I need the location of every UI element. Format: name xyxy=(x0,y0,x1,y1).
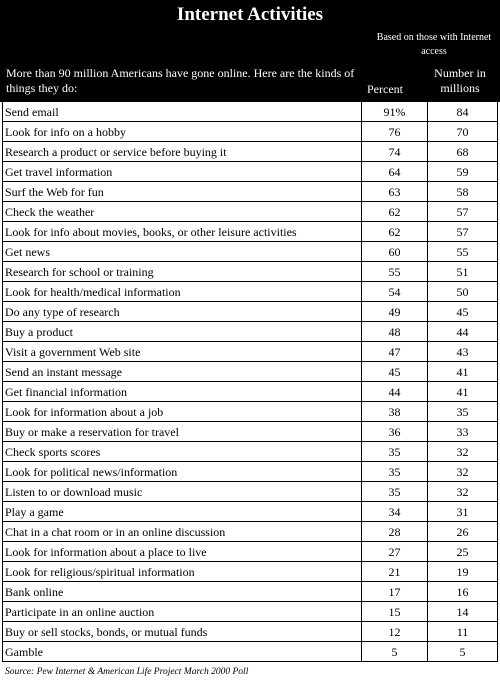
table-row xyxy=(3,262,498,282)
activity-cell: Look for health/medical information xyxy=(3,282,362,302)
percent-cell: 62 xyxy=(362,202,428,222)
percent-cell: 64 xyxy=(362,162,428,182)
percent-cell: 35 xyxy=(362,482,428,502)
table-row xyxy=(3,382,498,402)
table-row xyxy=(3,502,498,522)
activity-cell: Look for political news/information xyxy=(3,462,362,482)
percent-cell: 28 xyxy=(362,522,428,542)
percent-cell: 48 xyxy=(362,322,428,342)
activity-cell: Get news xyxy=(3,242,362,262)
percent-cell: 36 xyxy=(362,422,428,442)
number-cell: 16 xyxy=(428,582,498,602)
table-header xyxy=(0,0,500,102)
intro-text: More than 90 million Americans have gone online. Here are the kinds of things they do: xyxy=(6,66,355,95)
table-row xyxy=(3,542,498,562)
activity-cell: Visit a government Web site xyxy=(3,342,362,362)
number-cell: 33 xyxy=(428,422,498,442)
number-cell: 32 xyxy=(428,482,498,502)
page-title: Internet Activities xyxy=(176,4,324,25)
number-cell: 55 xyxy=(428,242,498,262)
percent-cell: 12 xyxy=(362,622,428,642)
table-row xyxy=(3,342,498,362)
number-cell: 31 xyxy=(428,502,498,522)
activity-cell: Research for school or training xyxy=(3,262,362,282)
percent-cell: 45 xyxy=(362,362,428,382)
table-row xyxy=(3,562,498,582)
table-row xyxy=(3,302,498,322)
activity-cell: Buy or make a reservation for travel xyxy=(3,422,362,442)
table-row xyxy=(3,602,498,622)
percent-cell: 62 xyxy=(362,222,428,242)
percent-cell: 55 xyxy=(362,262,428,282)
number-cell: 14 xyxy=(428,602,498,622)
number-cell: 26 xyxy=(428,522,498,542)
number-cell: 68 xyxy=(428,142,498,162)
percent-cell: 27 xyxy=(362,542,428,562)
table-row xyxy=(3,482,498,502)
activity-cell: Surf the Web for fun xyxy=(3,182,362,202)
number-cell: 43 xyxy=(428,342,498,362)
activity-cell: Look for information about a job xyxy=(3,402,362,422)
column-header-number: Number in millions xyxy=(434,66,486,95)
activity-cell: Look for information about a place to live xyxy=(3,542,362,562)
table-row xyxy=(3,102,498,122)
percent-cell: 47 xyxy=(362,342,428,362)
activity-cell: Send email xyxy=(3,102,362,122)
number-cell: 41 xyxy=(428,362,498,382)
source-note: Source: Pew Internet & American Life Project March 2000 Poll xyxy=(5,667,249,677)
number-cell: 58 xyxy=(428,182,498,202)
table-row xyxy=(3,642,498,662)
activity-cell: Research a product or service before buying it xyxy=(3,142,362,162)
number-cell: 51 xyxy=(428,262,498,282)
activity-cell: Get financial information xyxy=(3,382,362,402)
activity-cell: Listen to or download music xyxy=(3,482,362,502)
table-row xyxy=(3,202,498,222)
activity-cell: Check sports scores xyxy=(3,442,362,462)
percent-cell: 63 xyxy=(362,182,428,202)
activity-cell: Gamble xyxy=(3,642,362,662)
table-row xyxy=(3,322,498,342)
number-cell: 32 xyxy=(428,462,498,482)
table-row xyxy=(3,422,498,442)
number-cell: 57 xyxy=(428,202,498,222)
activity-cell: Send an instant message xyxy=(3,362,362,382)
percent-cell: 49 xyxy=(362,302,428,322)
activity-cell: Participate in an online auction xyxy=(3,602,362,622)
activity-cell: Look for info about movies, books, or other leisure activities xyxy=(3,222,362,242)
table-row xyxy=(3,442,498,462)
column-header-percent: Percent xyxy=(367,82,403,96)
table-row xyxy=(3,522,498,542)
table-row xyxy=(3,282,498,302)
table-row xyxy=(3,122,498,142)
percent-cell: 91% xyxy=(362,102,428,122)
activities-table xyxy=(2,101,498,662)
number-cell: 25 xyxy=(428,542,498,562)
number-cell: 50 xyxy=(428,282,498,302)
number-cell: 19 xyxy=(428,562,498,582)
table-row xyxy=(3,582,498,602)
table-row xyxy=(3,242,498,262)
activity-cell: Play a game xyxy=(3,502,362,522)
percent-cell: 44 xyxy=(362,382,428,402)
number-cell: 11 xyxy=(428,622,498,642)
activity-cell: Buy a product xyxy=(3,322,362,342)
activity-cell: Get travel information xyxy=(3,162,362,182)
percent-cell: 21 xyxy=(362,562,428,582)
activity-cell: Chat in a chat room or in an online discussion xyxy=(3,522,362,542)
number-cell: 32 xyxy=(428,442,498,462)
number-cell: 57 xyxy=(428,222,498,242)
number-cell: 59 xyxy=(428,162,498,182)
activity-cell: Check the weather xyxy=(3,202,362,222)
number-cell: 45 xyxy=(428,302,498,322)
activity-cell: Do any type of research xyxy=(3,302,362,322)
percent-cell: 34 xyxy=(362,502,428,522)
table-row xyxy=(3,162,498,182)
number-cell: 84 xyxy=(428,102,498,122)
number-cell: 5 xyxy=(428,642,498,662)
activity-cell: Buy or sell stocks, bonds, or mutual funds xyxy=(3,622,362,642)
activity-cell: Look for info on a hobby xyxy=(3,122,362,142)
table-row xyxy=(3,622,498,642)
percent-cell: 35 xyxy=(362,462,428,482)
number-cell: 70 xyxy=(428,122,498,142)
table-row xyxy=(3,462,498,482)
percent-cell: 54 xyxy=(362,282,428,302)
percent-cell: 17 xyxy=(362,582,428,602)
percent-cell: 60 xyxy=(362,242,428,262)
table-row xyxy=(3,142,498,162)
percent-cell: 38 xyxy=(362,402,428,422)
number-cell: 44 xyxy=(428,322,498,342)
percent-cell: 5 xyxy=(362,642,428,662)
activity-cell: Look for religious/spiritual information xyxy=(3,562,362,582)
number-cell: 35 xyxy=(428,402,498,422)
activity-cell: Bank online xyxy=(3,582,362,602)
table-row xyxy=(3,402,498,422)
percent-cell: 35 xyxy=(362,442,428,462)
table-row xyxy=(3,182,498,202)
percent-cell: 15 xyxy=(362,602,428,622)
table-row xyxy=(3,222,498,242)
table-row xyxy=(3,362,498,382)
percent-cell: 74 xyxy=(362,142,428,162)
based-on-note: Based on those with Internet access xyxy=(376,32,492,57)
percent-cell: 76 xyxy=(362,122,428,142)
number-cell: 41 xyxy=(428,382,498,402)
